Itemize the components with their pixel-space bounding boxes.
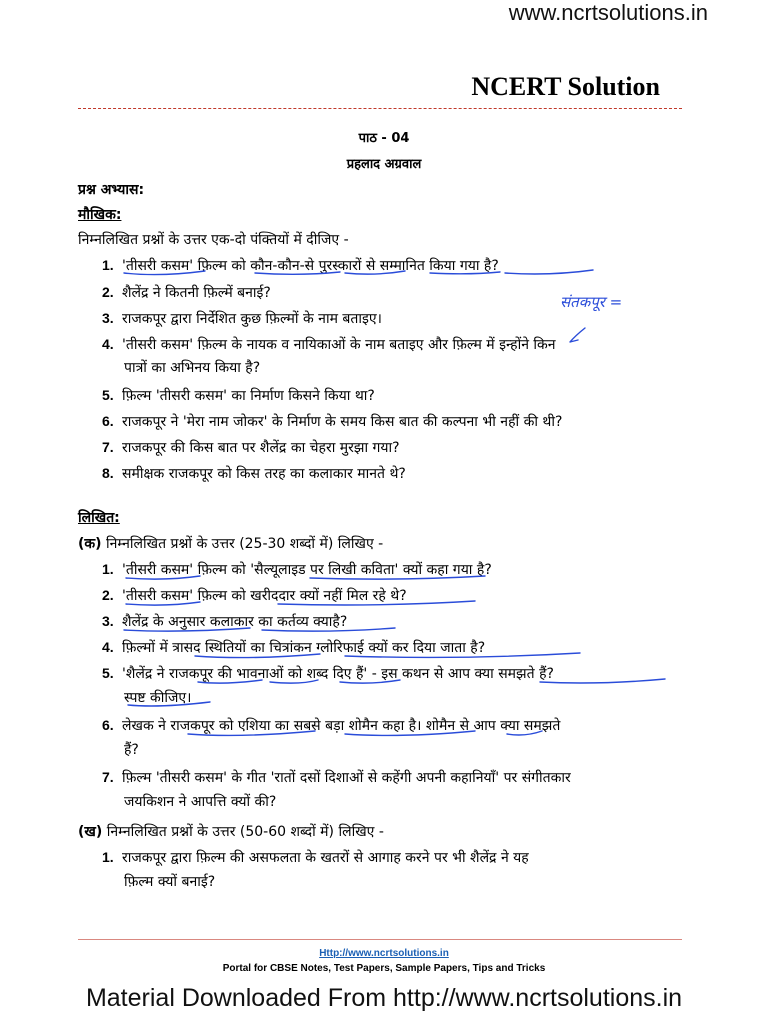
written-heading: लिखित:	[78, 510, 120, 526]
written-question: 7. फ़िल्म 'तीसरी कसम' के गीत 'रातों दसों दिशाओं से कहेंगी अपनी कहानियाँ' पर संगीतकार	[102, 769, 571, 786]
footer-portal-tagline: Portal for CBSE Notes, Test Papers, Sample Papers, Tips and Tricks	[222, 963, 546, 974]
oral-question-continuation: पात्रों का अभिनय किया है?	[124, 360, 261, 376]
oral-question: 6. राजकपूर ने 'मेरा नाम जोकर' के निर्माण के समय किस बात की कल्पना भी नहीं की थी?	[102, 413, 563, 430]
footer-divider	[78, 939, 682, 940]
brand-title: NCERT Solution	[471, 72, 660, 101]
written-question: 3. शैलेंद्र के अनुसार कलाकार का कर्तव्य क्याहै?	[102, 613, 348, 630]
oral-instruction: निम्नलिखित प्रश्नों के उत्तर एक-दो पंक्तियों में दीजिए -	[78, 232, 349, 248]
oral-question: 8. समीक्षक राजकपूर को किस तरह का कलाकार मानते थे?	[102, 465, 406, 482]
oral-question: 1. 'तीसरी कसम' फ़िल्म को कौन-कौन-से पुरस्कारों से सम्मानित किया गया है?	[102, 257, 499, 274]
written-question: 4. फ़िल्मों में त्रासद स्थितियों का चित्रांकन ग्लोरिफाई क्यों कर दिया जाता है?	[102, 639, 486, 656]
footer-download-notice: Material Downloaded From http://www.ncrtsolutions.in	[85, 984, 683, 1012]
oral-question: 3. राजकपूर द्वारा निर्देशित कुछ फ़िल्मों के नाम बताइए।	[102, 310, 382, 327]
oral-question: 7. राजकपूर की किस बात पर शैलेंद्र का चेहरा मुरझा गया?	[102, 439, 400, 456]
written-question-continuation: हैं?	[124, 742, 139, 758]
oral-heading: मौखिक:	[78, 207, 122, 223]
site-url-header: www.ncrtsolutions.in	[508, 0, 708, 25]
pen-mark	[540, 679, 665, 683]
part-b-instruction: (ख) निम्नलिखित प्रश्नों के उत्तर (50-60 शब्दों में) लिखिए -	[78, 824, 384, 840]
practice-heading: प्रश्न अभ्यास:	[78, 182, 145, 198]
header-divider	[78, 108, 682, 109]
footer-site-link[interactable]: Http://www.ncrtsolutions.in	[319, 948, 449, 959]
written-question: 2. 'तीसरी कसम' फ़िल्म को खरीददार क्यों नहीं मिल रहे थे?	[102, 587, 407, 604]
oral-question: 4. 'तीसरी कसम' फ़िल्म के नायक व नायिकाओं के नाम बताइए और फ़िल्म में इन्होंने किन	[102, 336, 556, 353]
written-question-continuation: स्पष्ट कीजिए।	[124, 690, 192, 706]
part-a-instruction: (क) निम्नलिखित प्रश्नों के उत्तर (25-30 शब्दों में) लिखिए -	[78, 536, 384, 552]
written-question: 6. लेखक ने राजकपूर को एशिया का सबसे बड़ा शोमैन कहा है। शोमैन से आप क्या समझते	[102, 717, 561, 734]
lesson-number: पाठ - 04	[358, 131, 410, 146]
written-question: 5. 'शैलेंद्र ने राजकपूर की भावनाओं को शब्द दिए हैं' - इस कथन से आप क्या समझते हैं?	[102, 665, 554, 682]
written-question-continuation: जयकिशन ने आपत्ति क्यों की?	[124, 794, 277, 810]
written-question: 1. 'तीसरी कसम' फ़िल्म को 'सैल्यूलाइड पर लिखी कविता' क्यों कहा गया है?	[102, 561, 492, 578]
written-question: 1. राजकपूर द्वारा फ़िल्म की असफलता के खतरों से आगाह करने पर भी शैलेंद्र ने यह	[102, 849, 529, 866]
pen-mark	[505, 270, 593, 274]
written-question-continuation: फ़िल्म क्यों बनाई?	[124, 874, 216, 890]
oral-question: 2. शैलेंद्र ने कितनी फ़िल्में बनाई?	[102, 284, 271, 301]
lesson-author: प्रहलाद अग्रवाल	[346, 157, 422, 172]
pen-mark	[570, 328, 585, 342]
oral-question: 5. फ़िल्म 'तीसरी कसम' का निर्माण किसने किया था?	[102, 387, 375, 404]
handwritten-note: संतकपूर =	[560, 293, 623, 311]
